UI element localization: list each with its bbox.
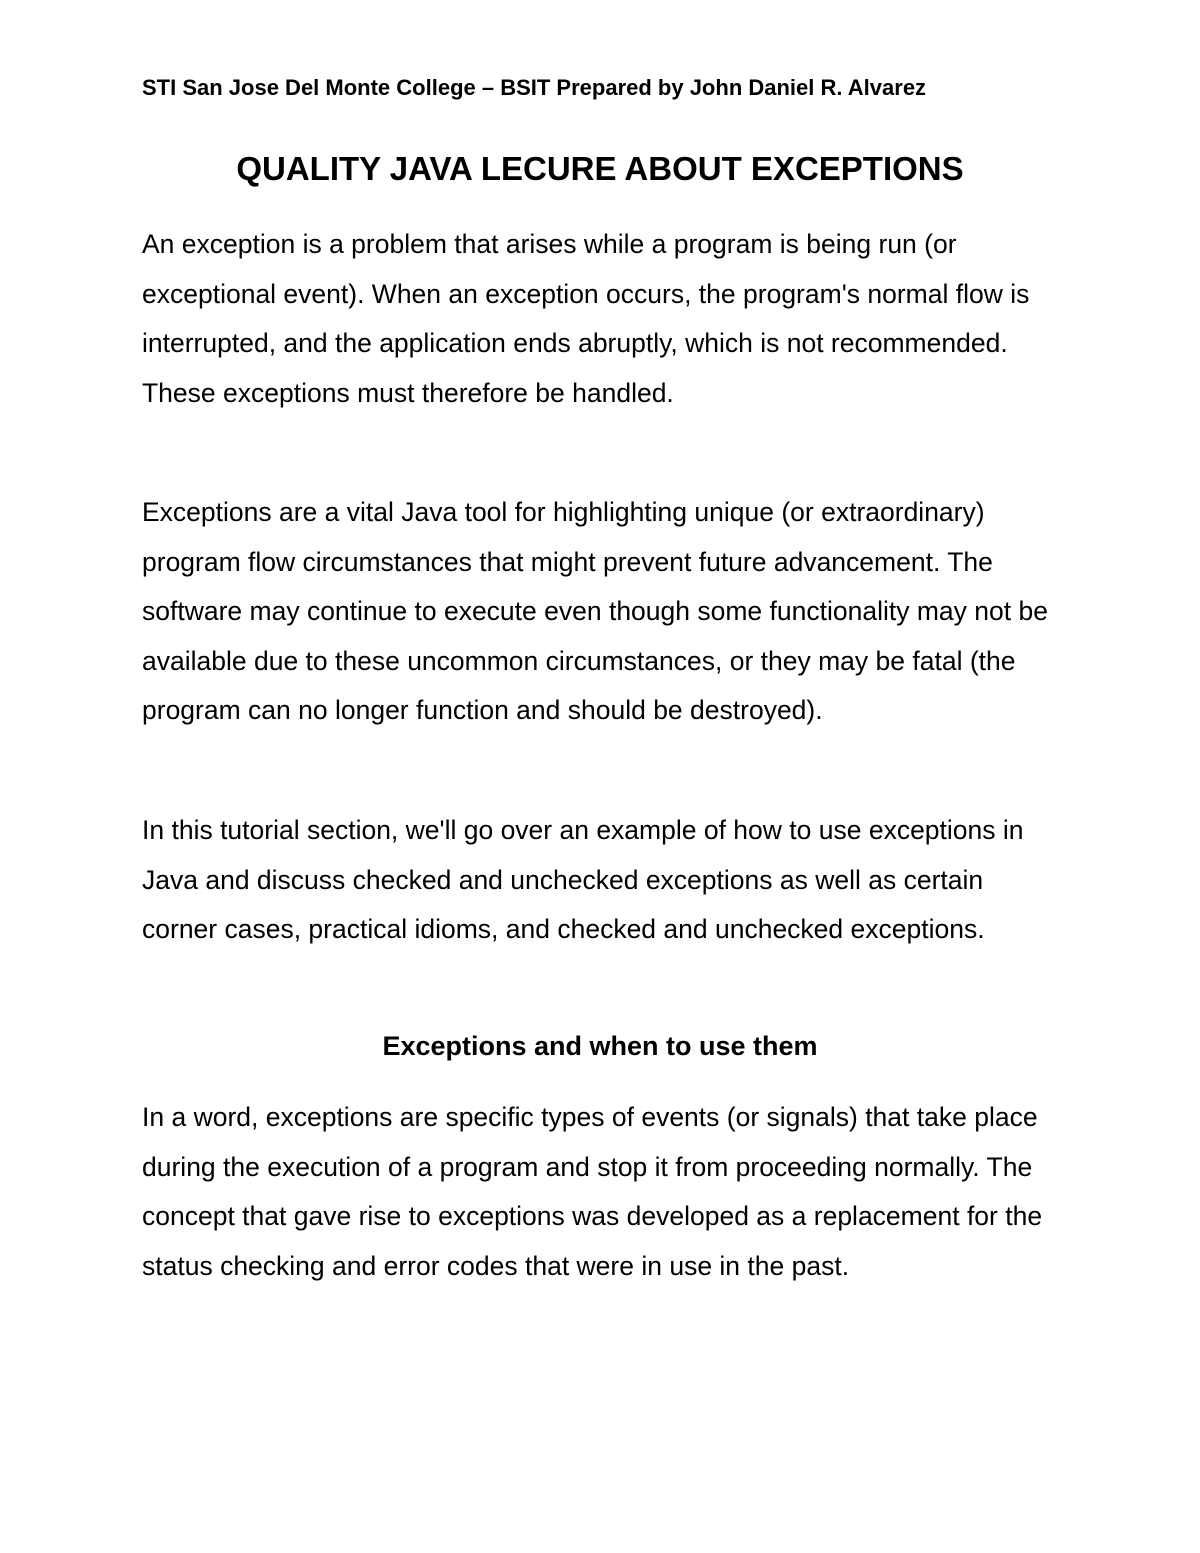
paragraph-tutorial: In this tutorial section, we'll go over an example of how to use exceptions in Java and discuss checked and unchecked exceptions as well as certain corner cases, practical idioms, and checked and unchecked exceptions.	[142, 815, 1024, 944]
section-heading: Exceptions and when to use them	[382, 1031, 818, 1061]
page-header: STI San Jose Del Monte College – BSIT Prepared by John Daniel R. Alvarez	[142, 75, 927, 100]
paragraph-java-tool: Exceptions are a vital Java tool for highlighting unique (or extraordinary) program flow circumstances that might prevent future advancement. The software may continue to execute even though some functionality may not be available due to these uncommon circumstances, or they may be fatal (the program can no longer function and should be destroyed).	[142, 497, 1048, 725]
paragraph-section: In a word, exceptions are specific types of events (or signals) that take place during the execution of a program and stop it from proceeding normally. The concept that gave rise to exceptions was developed as a replacement for the status checking and error codes that were in use in the past.	[142, 1102, 1043, 1281]
document-title: QUALITY JAVA LECURE ABOUT EXCEPTIONS	[236, 150, 964, 187]
paragraph-intro: An exception is a problem that arises while a program is being run (or exceptional event). When an exception occurs, the program's normal flow is interrupted, and the application ends abruptly, which is not recommended. These exceptions must therefore be handled.	[142, 229, 1030, 408]
